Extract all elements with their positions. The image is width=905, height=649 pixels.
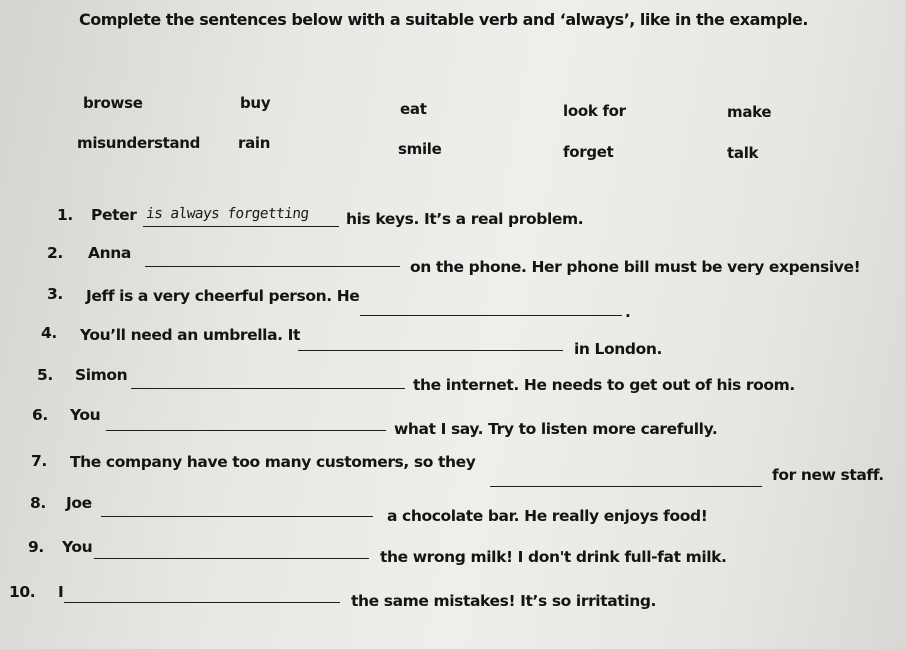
answer-blank — [64, 602, 340, 603]
sentence-number: 4. — [41, 324, 57, 342]
answer-blank — [106, 430, 386, 431]
sentence-end: for new staff. — [772, 466, 884, 484]
sentence-end: the same mistakes! It’s so irritating. — [351, 592, 657, 610]
word-bank-item: eat — [400, 100, 427, 118]
sentence-end: the internet. He needs to get out of his room. — [413, 376, 795, 394]
word-bank-item: talk — [727, 144, 759, 162]
sentence-end: . — [625, 303, 631, 321]
sentence-start: Anna — [88, 244, 131, 262]
handwritten-answer: is always forgetting — [145, 206, 310, 222]
sentence-end: his keys. It’s a real problem. — [346, 210, 584, 228]
word-bank-item: forget — [563, 143, 614, 161]
sentence-start: You — [70, 406, 101, 424]
instruction-title: Complete the sentences below with a suitable verb and ‘always’, like in the example. — [79, 10, 808, 29]
sentence-start: You — [62, 538, 93, 556]
sentence-start: I — [58, 583, 64, 601]
word-bank-item: look for — [563, 102, 626, 120]
sentence-number: 3. — [47, 285, 63, 303]
answer-blank — [94, 558, 369, 559]
sentence-number: 1. — [57, 206, 73, 224]
sentence-start: The company have too many customers, so they — [70, 453, 476, 471]
sentence-number: 9. — [28, 538, 44, 556]
word-bank-item: buy — [240, 94, 271, 112]
answer-blank — [298, 350, 563, 351]
sentence-end: what I say. Try to listen more carefully. — [394, 420, 718, 438]
word-bank-item: misunderstand — [77, 134, 201, 152]
sentence-start: You’ll need an umbrella. It — [80, 326, 301, 344]
sentence-number: 5. — [37, 366, 53, 384]
sentence-end: on the phone. Her phone bill must be very expensive! — [410, 258, 861, 276]
word-bank-item: smile — [398, 140, 442, 158]
sentence-number: 7. — [31, 452, 47, 470]
word-bank-item: browse — [83, 94, 143, 112]
word-bank-item: make — [727, 103, 772, 121]
sentence-start: Simon — [75, 366, 128, 384]
sentence-start: Joe — [66, 494, 92, 512]
sentence-end: the wrong milk! I don't drink full-fat milk. — [380, 548, 727, 566]
word-bank-item: rain — [238, 134, 271, 152]
sentence-number: 10. — [9, 583, 36, 601]
answer-blank — [145, 266, 400, 267]
answer-blank — [131, 388, 405, 389]
sentence-number: 8. — [30, 494, 46, 512]
sentence-number: 2. — [47, 244, 63, 262]
answer-blank — [143, 226, 339, 227]
sentence-end: in London. — [574, 340, 662, 358]
sentence-number: 6. — [32, 406, 48, 424]
sentence-start: Peter — [91, 206, 137, 224]
answer-blank — [490, 486, 762, 487]
sentence-start: Jeff is a very cheerful person. He — [86, 287, 360, 305]
answer-blank — [360, 315, 622, 316]
answer-blank — [101, 516, 373, 517]
sentence-end: a chocolate bar. He really enjoys food! — [387, 507, 708, 525]
